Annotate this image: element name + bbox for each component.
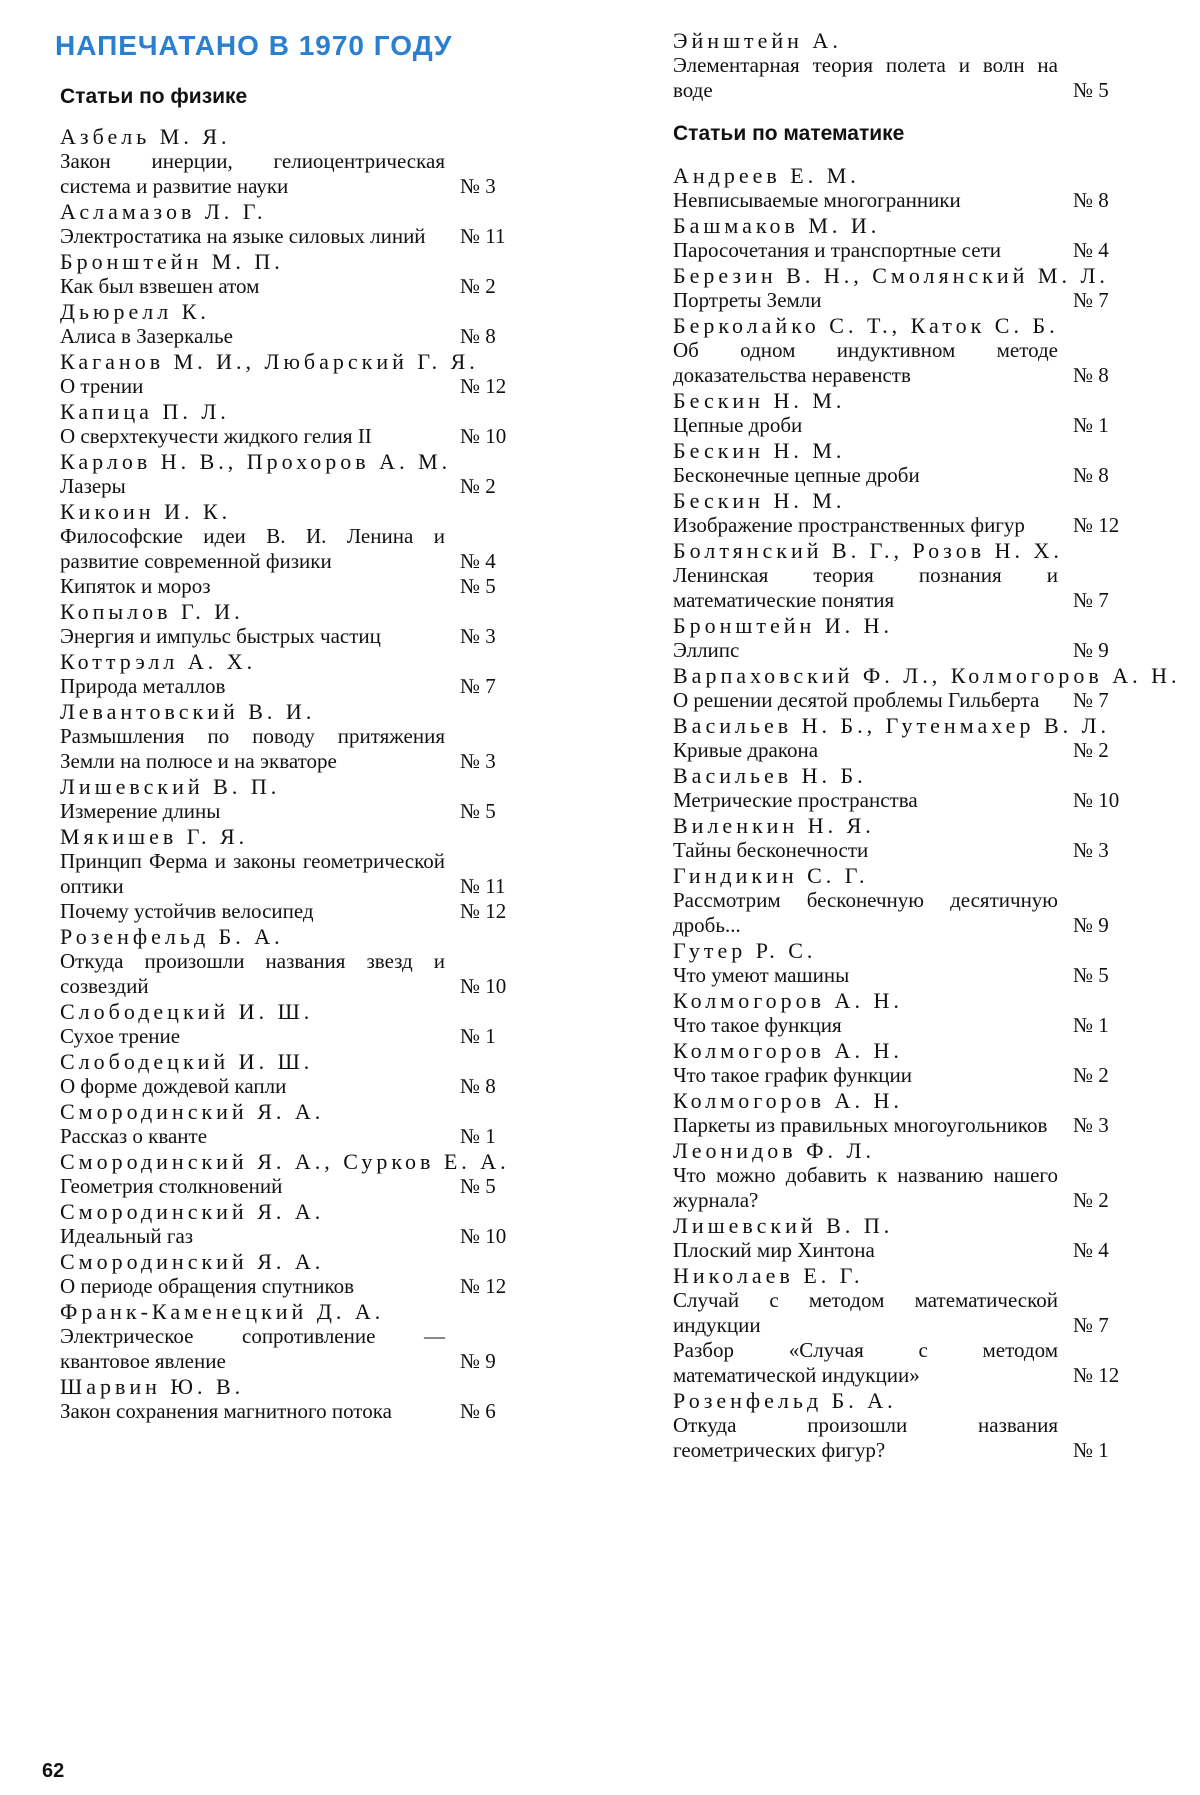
- article-author: Колмогоров А. Н.: [673, 1038, 903, 1063]
- article-author: Николаев Е. Г.: [673, 1263, 864, 1288]
- article-title: Об одном индуктивном методе доказательства неравенств: [673, 338, 1058, 387]
- article-title: Электрическое сопротивление — квантовое явление: [60, 1324, 445, 1373]
- issue-number: № 7: [1073, 688, 1109, 712]
- article-entry: [60, 649, 530, 699]
- article-entry: [60, 124, 530, 199]
- article-title: Бесконечные цепные дроби: [673, 463, 920, 487]
- issue-number: № 1: [1073, 413, 1109, 437]
- article-author: Бескин Н. М.: [673, 388, 846, 413]
- article-title: О форме дождевой капли: [60, 1074, 287, 1098]
- article-entry: [673, 1263, 1143, 1338]
- article-title: Портреты Земли: [673, 288, 822, 312]
- article-entry: [60, 924, 530, 999]
- issue-number: № 12: [1073, 513, 1120, 537]
- page-heading: НАПЕЧАТАНО В 1970 ГОДУ: [55, 30, 453, 61]
- article-title: Принцип Ферма и законы геометрической оптики: [60, 849, 445, 898]
- article-author: Мякишев Г. Я.: [60, 824, 249, 849]
- issue-number: № 7: [1073, 288, 1109, 312]
- article-entry: [60, 349, 530, 399]
- issue-number: № 9: [460, 1349, 496, 1373]
- article-title: Как был взвешен атом: [60, 274, 260, 298]
- article-author: Франк-Каменецкий Д. А.: [60, 1299, 385, 1324]
- article-entry: [673, 313, 1143, 388]
- article-title: Что такое функция: [673, 1013, 842, 1037]
- article-entry: [673, 763, 1143, 813]
- article-title: Электростатика на языке силовых линий: [60, 224, 426, 248]
- article-title: Паркеты из правильных многоугольников: [673, 1113, 1048, 1137]
- article-title: Кипяток и мороз: [60, 574, 211, 598]
- article-entry: [673, 1138, 1143, 1213]
- article-entry: [673, 863, 1143, 938]
- article-author: Болтянский В. Г., Розов Н. Х.: [673, 538, 1063, 563]
- issue-number: № 5: [460, 574, 496, 598]
- article-entry: [60, 824, 530, 899]
- issue-number: № 8: [1073, 188, 1109, 212]
- article-entry: [60, 899, 530, 924]
- math-section-title: Статьи по математике: [673, 122, 905, 145]
- article-author: Леонидов Ф. Л.: [673, 1138, 875, 1163]
- article-author: Бронштейн И. Н.: [673, 613, 894, 638]
- article-entry: [60, 1299, 530, 1374]
- issue-number: № 10: [1073, 788, 1120, 812]
- article-author: Андреев Е. М.: [673, 163, 860, 188]
- issue-number: № 5: [1073, 78, 1109, 102]
- issue-number: № 12: [460, 899, 507, 923]
- article-title: Кривые дракона: [673, 738, 819, 762]
- article-entry: [60, 1149, 530, 1199]
- article-entry: [60, 1249, 530, 1299]
- article-title: Плоский мир Хинтона: [673, 1238, 875, 1262]
- article-title: Что можно добавить к названию нашего журнала?: [673, 1163, 1058, 1212]
- issue-number: № 10: [460, 974, 507, 998]
- article-entry: [60, 1049, 530, 1099]
- article-entry: [60, 774, 530, 824]
- article-author: Азбель М. Я.: [60, 124, 231, 149]
- article-author: Капица П. Л.: [60, 399, 230, 424]
- article-author: Шарвин Ю. В.: [60, 1374, 245, 1399]
- article-entry: [60, 999, 530, 1049]
- article-author: Колмогоров А. Н.: [673, 988, 903, 1013]
- article-entry: [673, 213, 1143, 263]
- physics-section-title: Статьи по физике: [60, 85, 248, 108]
- issue-number: № 2: [1073, 1063, 1109, 1087]
- article-author: Васильев Н. Б., Гутенмахер В. Л.: [673, 713, 1111, 738]
- article-author: Бескин Н. М.: [673, 488, 846, 513]
- issue-number: № 1: [460, 1124, 496, 1148]
- issue-number: № 1: [460, 1024, 496, 1048]
- issue-number: № 7: [1073, 588, 1109, 612]
- article-title: Невписываемые многогранники: [673, 188, 961, 212]
- article-author: Смородинский Я. А.: [60, 1099, 325, 1124]
- article-entry: [673, 388, 1143, 438]
- issue-number: № 8: [460, 324, 496, 348]
- issue-number: № 3: [460, 749, 496, 773]
- article-title: Геометрия столкновений: [60, 1174, 283, 1198]
- article-author: Левантовский В. И.: [60, 699, 316, 724]
- issue-number: № 11: [460, 874, 506, 898]
- article-title: Размышления по поводу притяжения Земли на полюсе и на экваторе: [60, 724, 445, 773]
- issue-number: № 2: [460, 474, 496, 498]
- article-title: Алиса в Зазеркалье: [60, 324, 233, 348]
- article-author: Виленкин Н. Я.: [673, 813, 875, 838]
- article-entry: [60, 199, 530, 249]
- article-author: Васильев Н. Б.: [673, 763, 867, 788]
- issue-number: № 10: [460, 1224, 507, 1248]
- issue-number: № 6: [460, 1399, 496, 1423]
- article-entry: [60, 499, 530, 574]
- article-author: Эйнштейн А.: [673, 28, 842, 53]
- article-title: Элементарная теория полета и волн на воде: [673, 53, 1058, 102]
- article-entry: [60, 574, 530, 599]
- article-title: О решении десятой проблемы Гильберта: [673, 688, 1040, 712]
- issue-number: № 10: [460, 424, 507, 448]
- article-entry: [673, 488, 1143, 538]
- article-title: Эллипс: [673, 638, 740, 662]
- article-author: Слободецкий И. Ш.: [60, 1049, 314, 1074]
- article-title: О периоде обращения спутников: [60, 1274, 355, 1298]
- issue-number: № 12: [1073, 1363, 1120, 1387]
- article-entry: [673, 1213, 1143, 1263]
- issue-number: № 2: [1073, 738, 1109, 762]
- article-author: Гутер Р. С.: [673, 938, 817, 963]
- article-author: Смородинский Я. А.: [60, 1199, 325, 1224]
- article-author: Смородинский Я. А., Сурков Е. А.: [60, 1149, 510, 1174]
- issue-number: № 8: [1073, 363, 1109, 387]
- article-entry: [673, 663, 1181, 713]
- article-title: О трении: [60, 374, 144, 398]
- article-entry: [673, 938, 1143, 988]
- article-entry: [60, 699, 530, 774]
- article-author: Копылов Г. И.: [60, 599, 244, 624]
- article-author: Дьюрелл К.: [60, 299, 210, 324]
- article-entry: [673, 1088, 1143, 1138]
- article-entry: [673, 1338, 1143, 1388]
- article-title: Энергия и импульс быстрых частиц: [60, 624, 381, 648]
- article-title: Лазеры: [60, 474, 126, 498]
- article-author: Лишевский В. П.: [60, 774, 281, 799]
- article-author: Варпаховский Ф. Л., Колмогоров А. Н.: [673, 663, 1181, 688]
- article-title: Паросочетания и транспортные сети: [673, 238, 1001, 262]
- article-entry: [673, 28, 1143, 103]
- issue-number: № 11: [460, 224, 506, 248]
- article-author: Кикоин И. К.: [60, 499, 232, 524]
- article-title: Закон инерции, гелиоцентрическая система и развитие науки: [60, 149, 445, 198]
- article-title: Что такое график функции: [673, 1063, 912, 1087]
- issue-number: № 3: [1073, 1113, 1109, 1137]
- issue-number: № 2: [460, 274, 496, 298]
- article-title: Природа металлов: [60, 674, 226, 698]
- article-author: Гиндикин С. Г.: [673, 863, 869, 888]
- issue-number: № 1: [1073, 1438, 1109, 1462]
- issue-number: № 4: [1073, 238, 1109, 262]
- issue-number: № 2: [1073, 1188, 1109, 1212]
- article-title: Цепные дроби: [673, 413, 803, 437]
- article-title: Что умеют машины: [673, 963, 850, 987]
- article-entry: [60, 1199, 530, 1249]
- article-entry: [673, 988, 1143, 1038]
- issue-number: № 5: [1073, 963, 1109, 987]
- physics-article-list: [60, 124, 530, 1424]
- article-author: Розенфельд Б. А.: [673, 1388, 897, 1413]
- article-title: Откуда произошли названия геометрических фигур?: [673, 1413, 1058, 1462]
- physics-article-list-continued: [673, 28, 1143, 103]
- article-entry: [673, 163, 1143, 213]
- article-author: Слободецкий И. Ш.: [60, 999, 314, 1024]
- page-number: 62: [42, 1760, 65, 1782]
- issue-number: № 1: [1073, 1013, 1109, 1037]
- issue-number: № 3: [460, 624, 496, 648]
- article-title: Откуда произошли названия звезд и созвездий: [60, 949, 445, 998]
- article-author: Розенфельд Б. А.: [60, 924, 284, 949]
- issue-number: № 8: [460, 1074, 496, 1098]
- article-title: О сверхтекучести жидкого гелия II: [60, 424, 372, 448]
- issue-number: № 5: [460, 799, 496, 823]
- issue-number: № 5: [460, 1174, 496, 1198]
- article-author: Смородинский Я. А.: [60, 1249, 325, 1274]
- article-entry: [60, 399, 530, 449]
- article-author: Колмогоров А. Н.: [673, 1088, 903, 1113]
- article-title: Тайны бесконечности: [673, 838, 869, 862]
- article-author: Асламазов Л. Г.: [60, 199, 267, 224]
- article-title: Рассмотрим бесконечную десятичную дробь...: [673, 888, 1058, 937]
- article-entry: [60, 249, 530, 299]
- article-title: Сухое трение: [60, 1024, 181, 1048]
- article-author: Коттрэлл А. Х.: [60, 649, 257, 674]
- article-entry: [60, 299, 530, 349]
- article-entry: [673, 1388, 1143, 1463]
- article-entry: [60, 1099, 530, 1149]
- article-title: Ленинская теория познания и математические понятия: [673, 563, 1058, 612]
- article-title: Закон сохранения магнитного потока: [60, 1399, 392, 1423]
- article-author: Башмаков М. И.: [673, 213, 881, 238]
- article-author: Бескин Н. М.: [673, 438, 846, 463]
- article-entry: [673, 263, 1143, 313]
- article-entry: [673, 713, 1143, 763]
- article-author: Бронштейн М. П.: [60, 249, 284, 274]
- issue-number: № 8: [1073, 463, 1109, 487]
- article-title: Разбор «Случая с методом математической индукции»: [673, 1338, 1058, 1387]
- article-author: Березин В. Н., Смолянский М. Л.: [673, 263, 1109, 288]
- article-title: Случай с методом математической индукции: [673, 1288, 1058, 1337]
- math-article-list: [673, 163, 1181, 1463]
- article-entry: [60, 1374, 530, 1424]
- issue-number: № 9: [1073, 638, 1109, 662]
- article-entry: [60, 599, 530, 649]
- article-title: Метрические пространства: [673, 788, 918, 812]
- issue-number: № 3: [1073, 838, 1109, 862]
- issue-number: № 7: [1073, 1313, 1109, 1337]
- article-entry: [673, 613, 1143, 663]
- article-author: Лишевский В. П.: [673, 1213, 894, 1238]
- article-title: Философские идеи В. И. Ленина и развитие современной физики: [60, 524, 445, 573]
- issue-number: № 7: [460, 674, 496, 698]
- issue-number: № 4: [1073, 1238, 1109, 1262]
- article-entry: [60, 449, 530, 499]
- article-entry: [673, 813, 1143, 863]
- article-author: Карлов Н. В., Прохоров А. М.: [60, 449, 452, 474]
- article-author: Берколайко С. Т., Каток С. Б.: [673, 313, 1059, 338]
- issue-number: № 12: [460, 1274, 507, 1298]
- article-author: Каганов М. И., Любарский Г. Я.: [60, 349, 479, 374]
- issue-number: № 4: [460, 549, 496, 573]
- article-title: Рассказ о кванте: [60, 1124, 208, 1148]
- article-title: Изображение пространственных фигур: [673, 513, 1025, 537]
- article-entry: [673, 438, 1143, 488]
- article-title: Измерение длины: [60, 799, 221, 823]
- article-entry: [673, 538, 1143, 613]
- issue-number: № 9: [1073, 913, 1109, 937]
- issue-number: № 3: [460, 174, 496, 198]
- issue-number: № 12: [460, 374, 507, 398]
- article-title: Почему устойчив велосипед: [60, 899, 314, 923]
- article-title: Идеальный газ: [60, 1224, 194, 1248]
- article-entry: [673, 1038, 1143, 1088]
